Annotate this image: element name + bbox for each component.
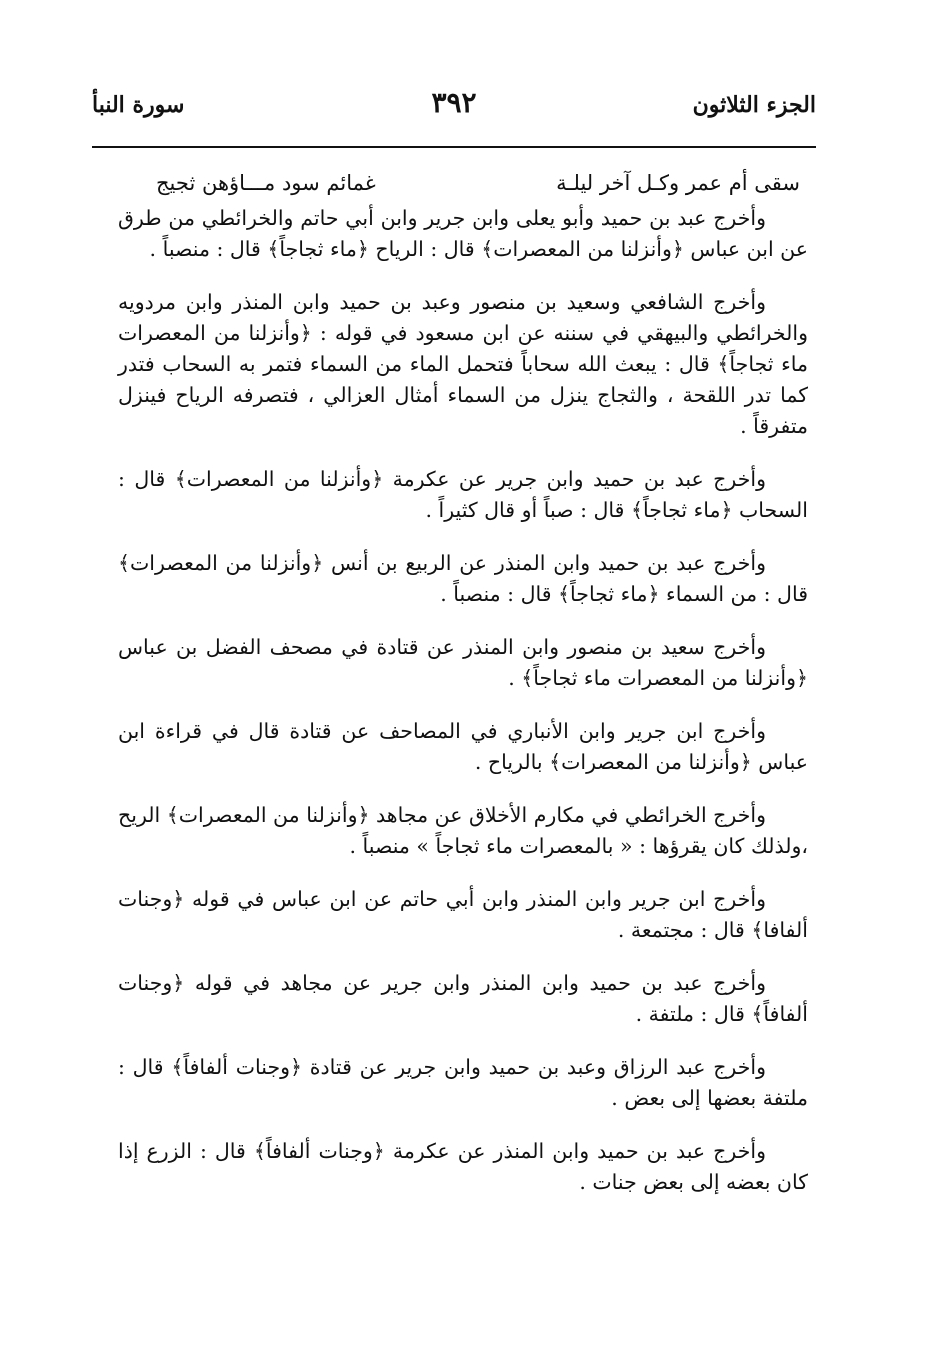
paragraph: وأخرج الخرائطي في مكارم الأخلاق عن مجاهد ﴿وأنزلنا من المعصرات﴾ الريح ،ولذلك كان يقرؤها : « بالمعصرات ماء ثجاجاً » منصباً . <box>118 803 808 858</box>
paragraph: وأخرج ابن جرير وابن الأنباري في المصاحف عن قتادة قال في قراءة ابن عباس ﴿وأنزلنا من المعصرات﴾ بالرياح . <box>118 719 808 774</box>
paragraph: وأخرج عبد بن حميد وابن المنذر عن الربيع بن أنس ﴿وأنزلنا من المعصرات﴾ قال : من السماء ﴿ماء ثجاجاً﴾ قال : منصباً . <box>118 551 808 606</box>
paragraph: وأخرج عبد الرزاق وعبد بن حميد وابن جرير عن قتادة ﴿وجنات ألفافاً﴾ قال : ملتفة بعضها إلى بعض . <box>118 1055 808 1110</box>
part-title: الجزء الثلاثون <box>692 92 816 118</box>
paragraph: وأخرج عبد بن حميد وأبو يعلى وابن جرير وابن أبي حاتم والخرائطي من طرق عن ابن عباس ﴿وأنزلنا من المعصرات﴾ قال : الرياح ﴿ماء ثجاجاً﴾ قال : منصباً . <box>118 206 808 261</box>
verse-first-hemistich: سقى أم عمر وكـل آخر ليلـة <box>556 171 800 195</box>
paragraph: وأخرج عبد بن حميد وابن المنذر وابن جرير عن مجاهد في قوله ﴿وجنات ألفافاً﴾ قال : ملتفة . <box>118 971 808 1026</box>
paragraph: وأخرج عبد بن حميد وابن المنذر عن عكرمة ﴿وجنات ألفافاً﴾ قال : الزرع إذا كان بعضه إلى بعض جنات . <box>118 1139 808 1194</box>
page-header <box>92 84 816 126</box>
paragraph: وأخرج عبد بن حميد وابن جرير عن عكرمة ﴿وأنزلنا من المعصرات﴾ قال : السحاب ﴿ماء ثجاجاً﴾ قال : صباً أو قال كثيراً . <box>118 467 808 522</box>
page-body <box>118 168 808 1220</box>
header-divider <box>92 146 816 148</box>
paragraph: وأخرج ابن جرير وابن المنذر وابن أبي حاتم عن ابن عباس في قوله ﴿وجنات ألفافا﴾ قال : مجتمعة . <box>118 887 808 942</box>
page-number: ٣٩٢ <box>431 86 477 119</box>
surah-title: سورة النبأ <box>92 92 185 118</box>
paragraph: وأخرج الشافعي وسعيد بن منصور وعبد بن حميد وابن المنذر وابن مردويه والخرائطي والبيهقي في سننه عن ابن مسعود في قوله : ﴿وأنزلنا من المعصرات ماء ثجاجاً﴾ قال : يبعث الله سحاباً فتحمل الماء من السماء فتمر به السحاب فتدر كما تدر اللقحة ، والثجاج ينزل من السماء أمثال العزالي ، فتصرفه الرياح فينزل متفرقاً . <box>118 290 808 438</box>
verse-second-hemistich: غمائم سود مـــاؤهن ثجيج <box>156 171 376 195</box>
poetry-verse <box>118 168 808 199</box>
paragraph: وأخرج سعيد بن منصور وابن المنذر عن قتادة في مصحف الفضل بن عباس ﴿وأنزلنا من المعصرات ماء ثجاجاً﴾ . <box>118 635 808 690</box>
